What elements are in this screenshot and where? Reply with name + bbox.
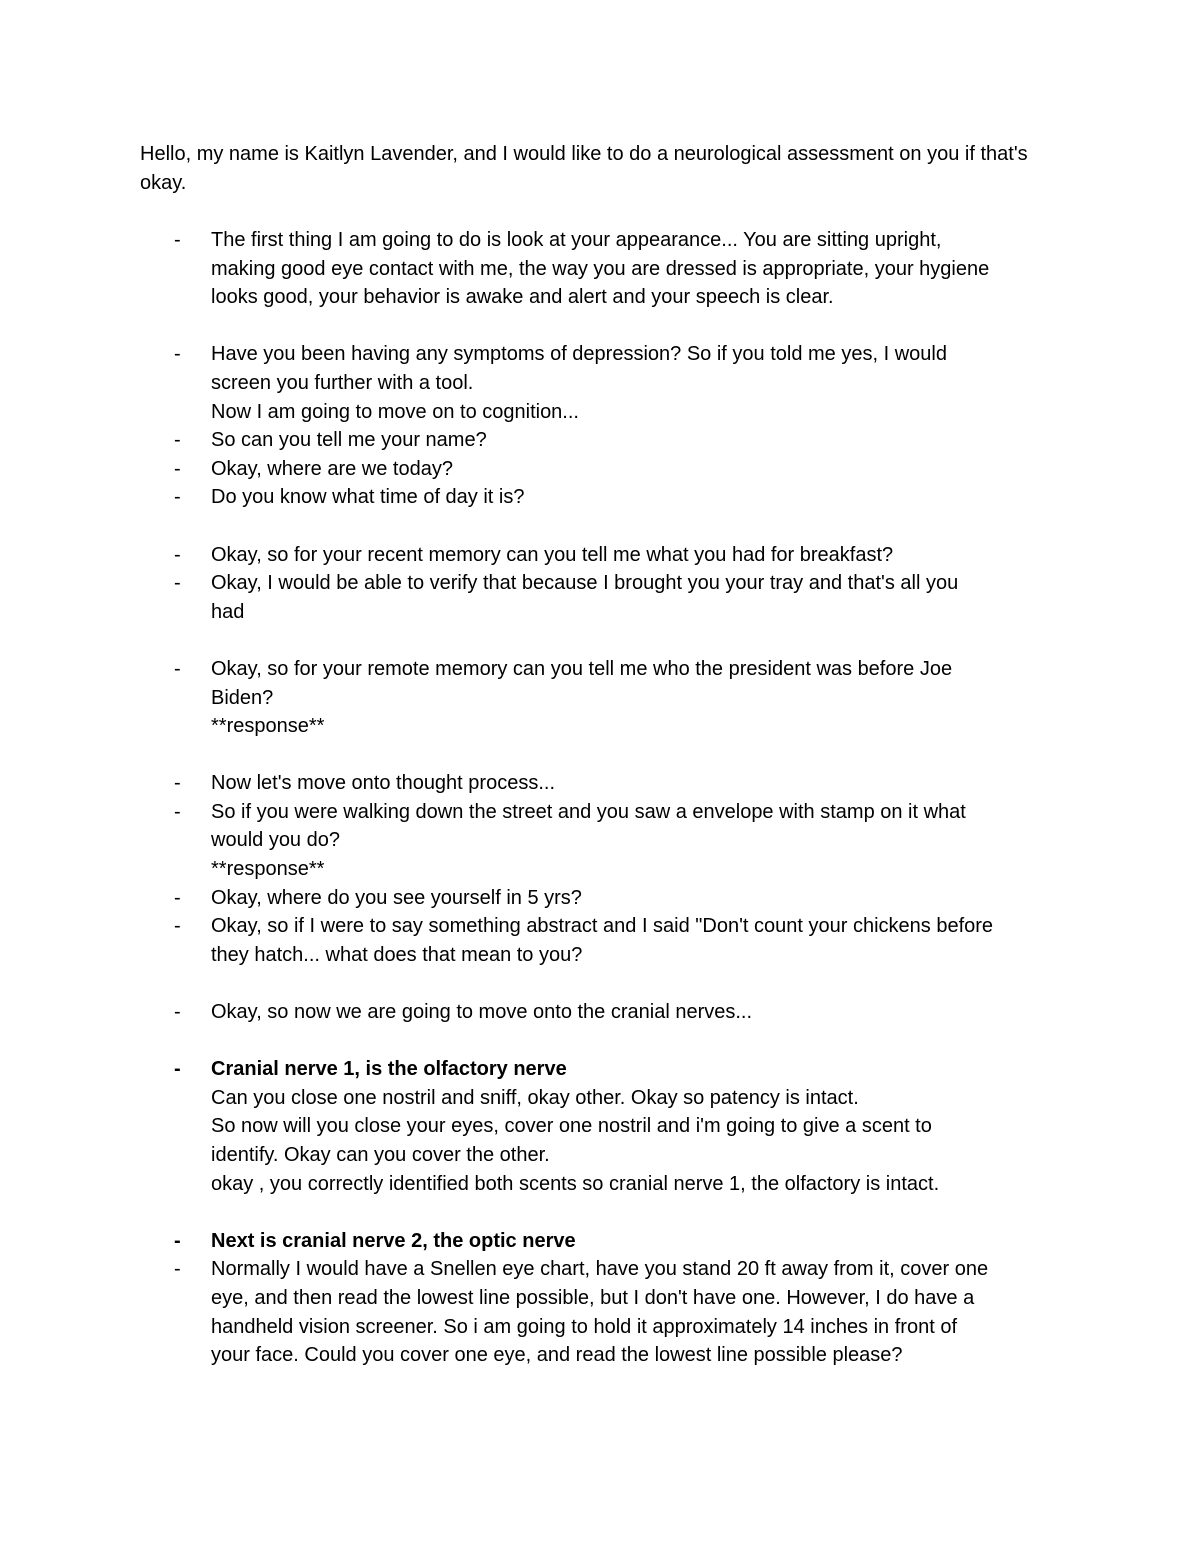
bullet-dash: - [174, 486, 181, 509]
list-item-snellen [0, 1255, 1200, 1369]
list-item-line: making good eye contact with me, the way you are dressed is appropriate, your hygiene [211, 257, 990, 280]
assessment-list [0, 226, 1200, 1370]
bullet-dash: - [174, 1001, 181, 1024]
list-item-cranial-nerve-1 [0, 1055, 1200, 1198]
list-item-line: The first thing I am going to do is look at your appearance... You are sitting upright, [211, 229, 942, 251]
bullet-dash: - [174, 800, 181, 823]
list-item-recent-memory [0, 541, 1200, 570]
list-item-line: Okay, so for your recent memory can you tell me what you had for breakfast? [211, 543, 894, 566]
list-item-name-question [0, 426, 1200, 455]
list-item-cranial-nerve-2 [0, 1227, 1200, 1256]
list-item-line: Normally I would have a Snellen eye chart, have you stand 20 ft away from it, cover one [211, 1258, 989, 1281]
bullet-dash: - [174, 772, 181, 795]
list-item-five-years [0, 884, 1200, 913]
list-item-line: handheld vision screener. So i am going to hold it approximately 14 inches in front of [211, 1315, 957, 1338]
list-item-line: they hatch... what does that mean to you? [211, 943, 583, 966]
section-heading: Cranial nerve 1, is the olfactory nerve [211, 1058, 567, 1081]
bullet-dash: - [174, 915, 181, 938]
list-item-line: eye, and then read the lowest line possible, but I don't have one. However, I do have a [211, 1286, 975, 1309]
list-item-line: Okay, so for your remote memory can you tell me who the president was before Joe [211, 657, 953, 680]
list-item-line: So if you were walking down the street and you saw a envelope with stamp on it what [211, 800, 966, 823]
list-item-line: had [211, 600, 245, 623]
list-item-thought-process [0, 769, 1200, 798]
list-item-envelope [0, 798, 1200, 884]
list-item-where-question [0, 455, 1200, 484]
list-item-line: Okay, I would be able to verify that because I brought you your tray and that's all you [211, 572, 959, 595]
list-item-line: your face. Could you cover one eye, and read the lowest line possible please? [211, 1344, 903, 1367]
list-item-line: Biden? [211, 686, 274, 709]
intro-paragraph: Hello, my name is Kaitlyn Lavender, and I would like to do a neurological assessment on you if that's okay. [140, 143, 1028, 194]
list-item-abstract [0, 912, 1200, 969]
list-item-line: identify. Okay can you cover the other. [211, 1144, 550, 1166]
list-item-line: Okay, so now we are going to move onto the cranial nerves... [211, 1001, 753, 1024]
list-item-time-question [0, 483, 1200, 512]
list-item-line: would you do? [211, 829, 340, 852]
bullet-dash: - [174, 886, 181, 909]
list-item-line: Okay, where do you see yourself in 5 yrs? [211, 886, 582, 909]
list-item-line: Have you been having any symptoms of depression? So if you told me yes, I would [211, 343, 947, 366]
list-item-line: Okay, where are we today? [211, 457, 453, 480]
list-item-line: Now let's move onto thought process... [211, 772, 555, 795]
bullet-dash: - [174, 343, 181, 366]
list-item-line: **response** [211, 858, 325, 881]
bullet-dash: - [174, 543, 181, 566]
list-item-line: looks good, your behavior is awake and alert and your speech is clear. [211, 286, 834, 309]
section-heading: Next is cranial nerve 2, the optic nerve [211, 1229, 576, 1252]
list-item-line: Now I am going to move on to cognition... [211, 400, 579, 423]
bullet-dash: - [174, 1229, 181, 1252]
bullet-dash: - [174, 429, 181, 452]
list-item-cranial-intro [0, 998, 1200, 1027]
bullet-dash: - [174, 1058, 181, 1081]
list-item-line: Can you close one nostril and sniff, okay other. Okay so patency is intact. [211, 1086, 859, 1109]
list-item-depression [0, 340, 1200, 426]
list-item-appearance [0, 226, 1200, 312]
list-item-line: So now will you close your eyes, cover one nostril and i'm going to give a scent to [211, 1115, 932, 1138]
bullet-dash: - [174, 457, 181, 480]
list-item-line: okay , you correctly identified both scents so cranial nerve 1, the olfactory is intact. [211, 1172, 940, 1195]
bullet-dash: - [174, 229, 181, 251]
list-item-line: So can you tell me your name? [211, 429, 487, 452]
list-item-line: screen you further with a tool. [211, 371, 474, 394]
list-item-line: Do you know what time of day it is? [211, 486, 525, 509]
list-item-verify [0, 569, 1200, 626]
bullet-dash: - [174, 657, 181, 680]
bullet-dash: - [174, 1258, 181, 1281]
list-item-remote-memory [0, 655, 1200, 741]
bullet-dash: - [174, 572, 181, 595]
list-item-line: **response** [211, 715, 325, 738]
list-item-line: Okay, so if I were to say something abstract and I said "Don't count your chickens before [211, 915, 994, 938]
